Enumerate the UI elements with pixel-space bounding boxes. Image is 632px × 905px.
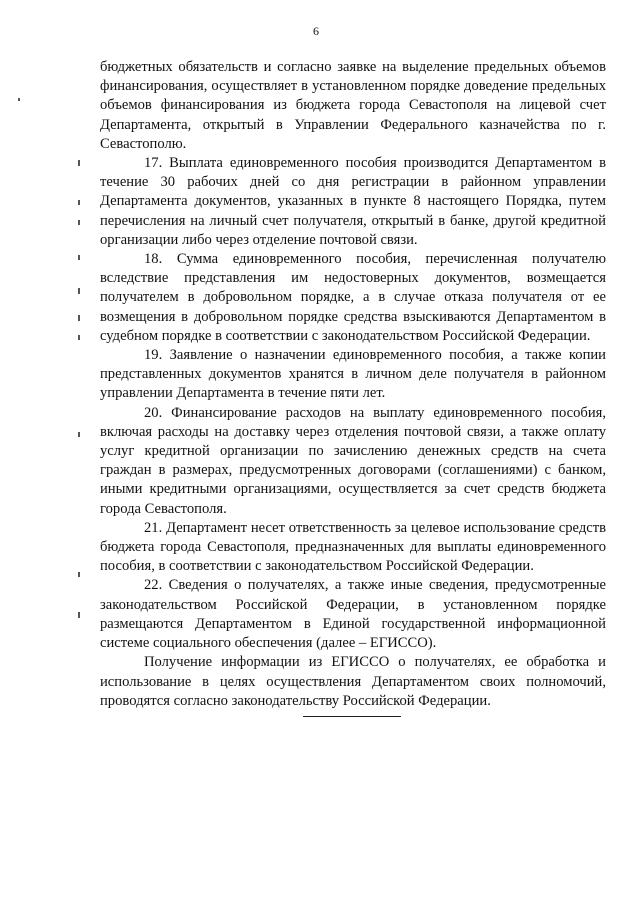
paragraph-continuation: бюджетных обязательств и согласно заявке на выделение предельных объемов финансирования, осуществляет в установленном порядке доведение предельных объемов финансирования из бюджета города Севастополя на лицевой счет Департамента, открытый в Управлении Федерального казначейства по г. Севастополю. xyxy=(100,59,606,152)
scan-mark xyxy=(78,288,80,294)
scan-mark xyxy=(18,98,20,101)
scan-mark xyxy=(78,255,80,260)
paragraph-final: Получение информации из ЕГИССО о получателях, ее обработка и использование в целях осуществления Департаментом своих полномочий, проводятся согласно законодательству Российской Федерации. xyxy=(100,654,606,709)
paragraph-item-20: 20. Финансирование расходов на выплату единовременного пособия, включая расходы на доставку через отделения почтовой связи, а также оплату услуг кредитной организации по зачислению денежных средств на счета граждан в размерах, предусмотренных договорами (соглашениями) с банком, иными кредитными организациями, осуществляется за счет средств бюджета города Севастополя. xyxy=(100,404,606,517)
scan-mark xyxy=(78,220,80,225)
scan-mark xyxy=(78,160,80,166)
end-separator-line xyxy=(303,716,401,717)
scan-mark xyxy=(78,572,80,577)
scan-mark xyxy=(78,315,80,321)
scan-mark xyxy=(78,432,80,437)
paragraph-item-22: 22. Сведения о получателях, а также иные сведения, предусмотренные законодательством Российской Федерации, в установленном порядке размещаются Департаментом в Единой государственной информационной системе социального обеспечения (далее – ЕГИССО). xyxy=(100,577,606,652)
paragraph-item-21: 21. Департамент несет ответственность за целевое использование средств бюджета города Севастополя, предназначенных для выплаты единовременного пособия, в соответствии с законодательством Российской Федерации. xyxy=(100,519,606,575)
paragraph-item-18: 18. Сумма единовременного пособия, перечисленная получателю вследствие представления им недостоверных документов, возмещается получателем в добровольном порядке, а в случае отказа получателя от ее возмещения в добровольном порядке средства взыскиваются Департаментом в судебном порядке в соответствии с законодательством Российской Федерации. xyxy=(100,251,606,344)
scan-mark xyxy=(78,200,80,205)
scan-mark xyxy=(78,335,80,340)
document-body xyxy=(100,58,606,711)
page-number: 6 xyxy=(313,24,319,38)
paragraph-item-17: 17. Выплата единовременного пособия производится Департаментом в течение 30 рабочих дней со дня регистрации в районном управлении Департамента документов, указанных в пункте 8 настоящего Порядка, путем перечисления на личный счет получателя, открытый в банке, другой кредитной организации либо через отделение почтовой связи. xyxy=(100,155,606,248)
scan-mark xyxy=(78,612,80,618)
paragraph-item-19: 19. Заявление о назначении единовременного пособия, а также копии представленных документов хранятся в личном деле получателя в районном управлении Департамента в течение пяти лет. xyxy=(100,347,606,402)
